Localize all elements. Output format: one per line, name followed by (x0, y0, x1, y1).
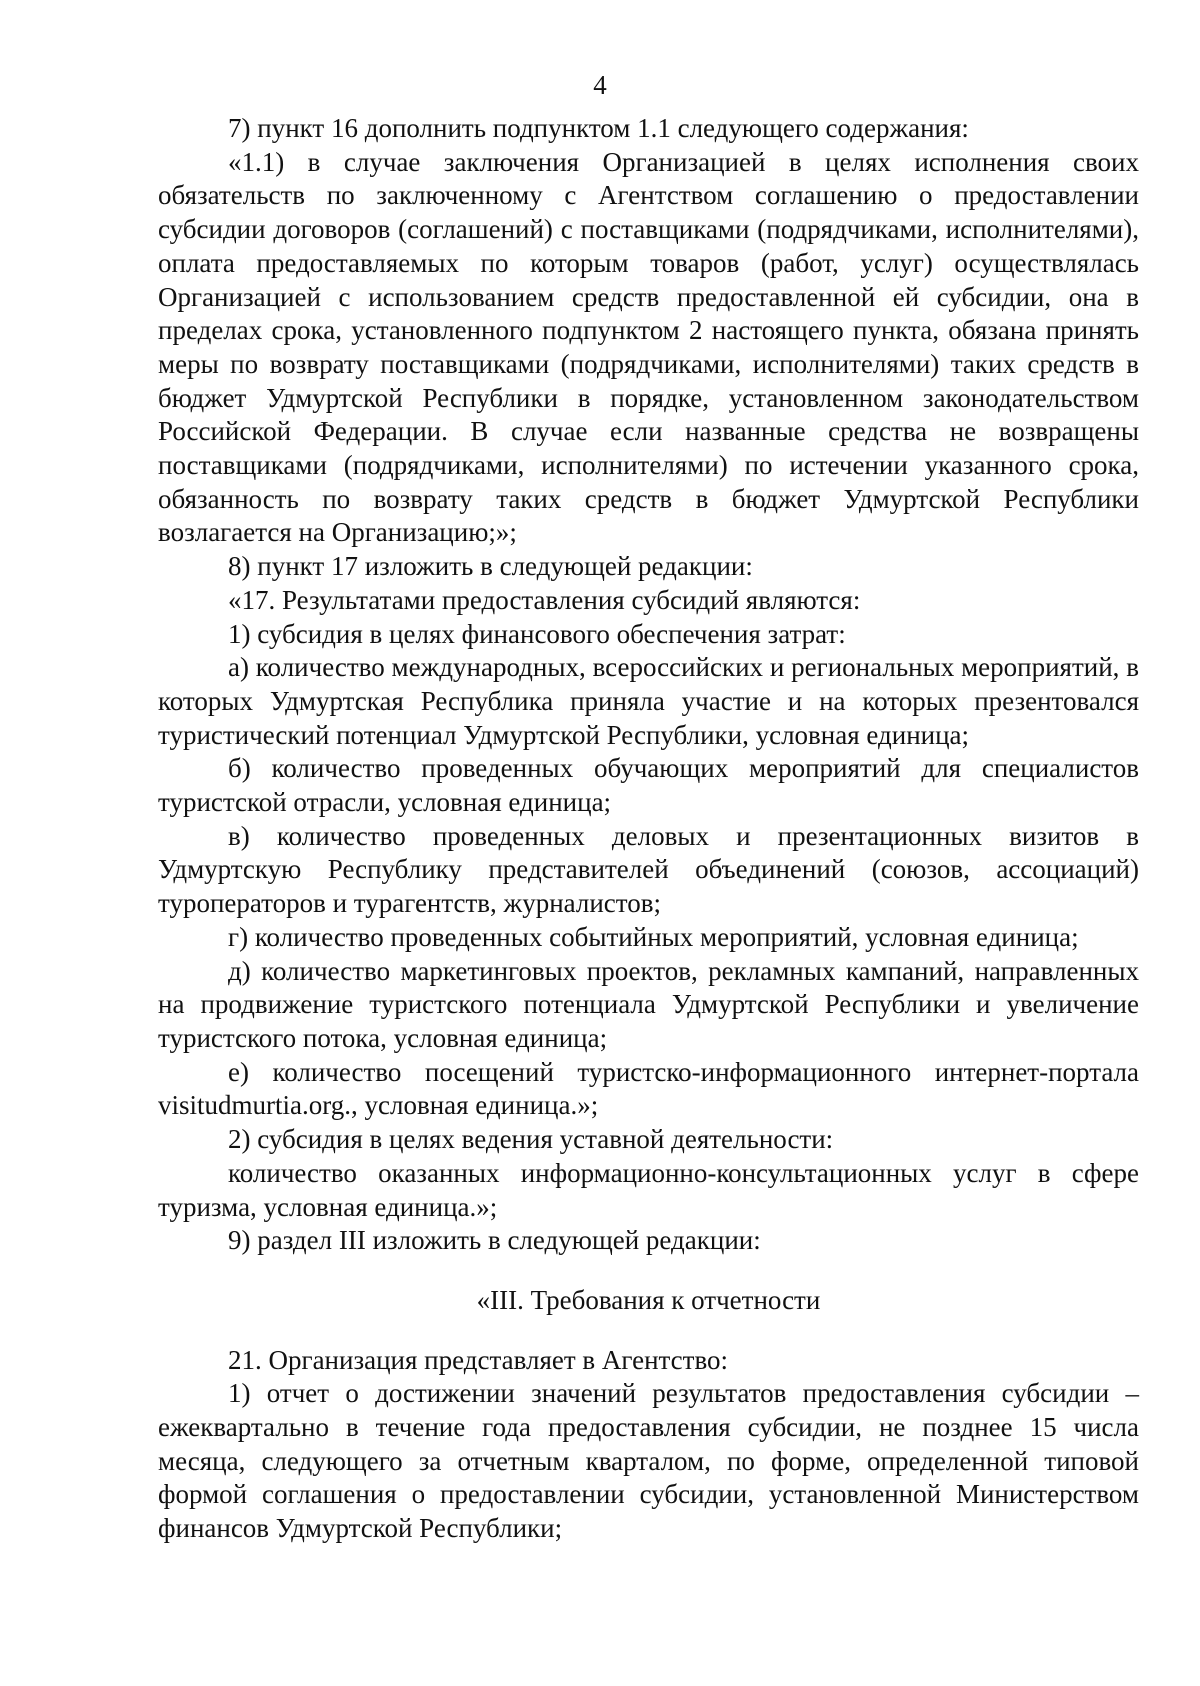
paragraph-result-a: а) количество международных, всероссийских и региональных мероприятий, в которых Удмуртская Республика приняла участие и на которых презентовался туристический потенциал Удмуртской Республики, условная единица; (158, 652, 1139, 750)
section-heading: «III. Требования к отчетности (476, 1284, 821, 1315)
paragraph-result-g: г) количество проведенных событийных мероприятий, условная единица; (228, 921, 1079, 952)
paragraph-result-d: д) количество маркетинговых проектов, рекламных кампаний, направленных на продвижение туристского потенциала Удмуртской Республики и увеличение туристского потока, условная единица; (158, 955, 1139, 1053)
paragraph-clause-21: 21. Организация представляет в Агентство: (228, 1344, 729, 1375)
paragraph-result-e: е) количество посещений туристско-информационного интернет-портала visitudmurtia.org., условная единица.»; (158, 1056, 1139, 1121)
paragraph-subsidy-2: 2) субсидия в целях ведения уставной деятельности: (228, 1124, 834, 1155)
paragraph-report-1: 1) отчет о достижении значений результатов предоставления субсидии – ежеквартально в течение года предоставления субсидии, не позднее 15 числа месяца, следующего за отчетным кварталом, по форме, определенной типовой формой соглашения о предоставлении субсидии, установленной Министерством финансов Удмуртской Республики; (158, 1378, 1139, 1544)
paragraph-subitem-1-1: «1.1) в случае заключения Организацией в целях исполнения своих обязательств по заключенному с Агентством соглашению о предоставлении субсидии договоров (соглашений) с поставщиками (подрядчиками, исполнителями), оплата предоставляемых по которым товаров (работ, услуг) осуществлялась Организацией с использованием средств предоставленной ей субсидии, она в пределах срока, установленного подпунктом 2 настоящего пункта, обязана принять меры по возврату поставщиками (подрядчиками, исполнителями) таких средств в бюджет Удмуртской Республики в порядке, установленном законодательством Российской Федерации. В случае если названные средства не возвращены поставщиками (подрядчиками, исполнителями) по истечении указанного срока, обязанность по возврату таких средств в бюджет Удмуртской Республики возлагается на Организацию;»; (158, 146, 1139, 548)
paragraph-subsidy-1: 1) субсидия в целях финансового обеспечения затрат: (228, 618, 846, 649)
paragraph-consulting-services: количество оказанных информационно-консультационных услуг в сфере туризма, условная единица.»; (158, 1157, 1139, 1222)
paragraph-result-b: б) количество проведенных обучающих мероприятий для специалистов туристской отрасли, условная единица; (158, 753, 1139, 818)
page-number: 4 (593, 70, 607, 100)
paragraph-item-9: 9) раздел III изложить в следующей редакции: (228, 1225, 761, 1256)
document-body (158, 112, 1139, 1546)
paragraph-clause-17: «17. Результатами предоставления субсидий являются: (228, 584, 861, 615)
paragraph-item-8: 8) пункт 17 изложить в следующей редакции: (228, 551, 753, 582)
paragraph-result-v: в) количество проведенных деловых и презентационных визитов в Удмуртскую Республику представителей объединений (союзов, ассоциаций) туроператоров и турагентств, журналистов; (158, 820, 1139, 919)
paragraph-item-7: 7) пункт 16 дополнить подпунктом 1.1 следующего содержания: (228, 113, 969, 143)
